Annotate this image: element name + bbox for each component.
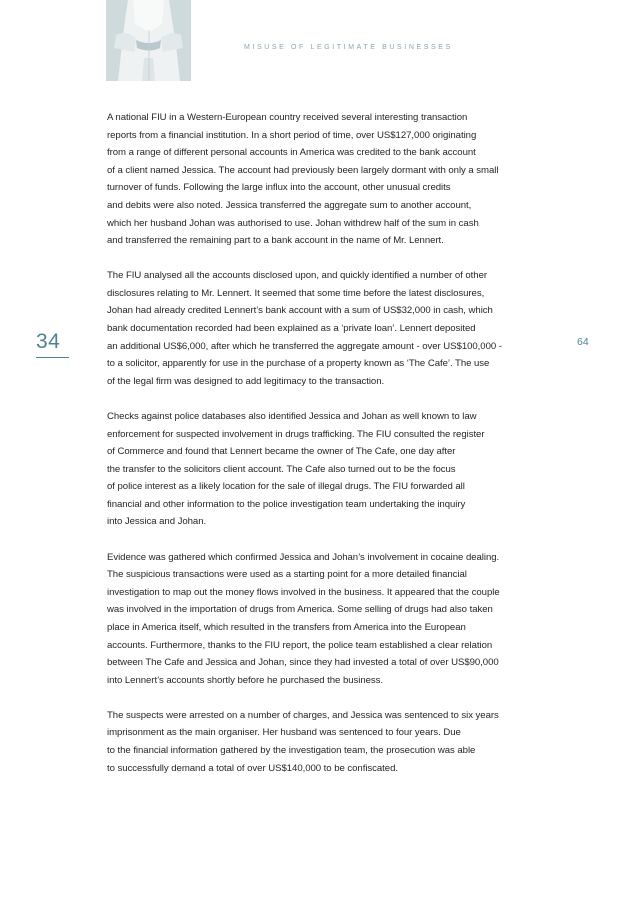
text-line: from a range of different personal accounts in America was credited to the bank account [107,147,476,159]
text-line: was involved in the importation of drugs from America. Some selling of drugs had also taken [107,604,493,616]
text-line: of Commerce and found that Lennert became the owner of The Cafe, one day after [107,446,456,458]
paragraph-2 [107,267,547,390]
text-line: and transferred the remaining part to a bank account in the name of Mr. Lennert. [107,235,444,247]
text-line: investigation to map out the money flows involved in the business. It appeared that the couple [107,586,500,598]
text-line: bank documentation recorded had been explained as a ‘private loan’. Lennert deposited [107,323,476,335]
paragraph-5 [107,707,547,777]
text-line: of a client named Jessica. The account had previously been largely dormant with only a small [107,164,499,176]
person-photo-illustration [106,0,191,81]
text-line: the transfer to the solicitors client account. The Cafe also turned out to be the focus [107,463,456,475]
paragraph-4 [107,549,547,690]
text-line: Checks against police databases also identified Jessica and Johan as well known to law [107,410,477,422]
text-line: an additional US$6,000, after which he transferred the aggregate amount - over US$100,000 - [107,340,502,352]
text-line: The FIU analysed all the accounts disclosed upon, and quickly identified a number of other [107,270,488,282]
text-line: and debits were also noted. Jessica transferred the aggregate sum to another account, [107,199,472,211]
text-line: Johan had already credited Lennert’s bank account with a sum of US$32,000 in cash, which [107,305,493,317]
running-header-title: MISUSE OF LEGITIMATE BUSINESSES [244,44,453,51]
text-line: reports from a financial institution. In a short period of time, over US$127,000 originating [107,129,477,141]
text-line: of police interest as a likely location for the sale of illegal drugs. The FIU forwarded all [107,481,465,493]
text-line: place in America itself, which resulted in the transfers from America into the European [107,621,466,633]
text-line: which her husband Johan was authorised to use. Johan withdrew half of the sum in cash [107,217,479,229]
text-line: into Lennert’s accounts shortly before he purchased the business. [107,674,384,686]
case-body-text [107,109,547,795]
page-number: 64 [577,336,589,348]
text-line: to the financial information gathered by the investigation team, the prosecution was able [107,745,476,756]
paragraph-1 [107,109,547,250]
text-line: Evidence was gathered which confirmed Jessica and Johan’s involvement in cocaine dealing. [107,551,500,563]
text-line: to successfully demand a total of over US$140,000 to be confiscated. [107,762,398,774]
text-line: between The Cafe and Jessica and Johan, since they had invested a total of over US$90,000 [107,657,499,669]
text-line: disclosures relating to Mr. Lennert. It seemed that some time before the latest disclosures, [107,287,485,299]
text-line: accounts. Furthermore, thanks to the FIU report, the police team established a clear relation [107,639,493,651]
text-line: The suspicious transactions were used as a starting point for a more detailed financial [107,569,467,581]
text-line: A national FIU in a Western-European country received several interesting transaction [107,112,468,123]
header-photo [106,0,191,81]
paragraph-3 [107,408,547,531]
text-line: enforcement for suspected involvement in drugs trafficking. The FIU consulted the register [107,428,485,440]
text-line: into Jessica and Johan. [107,516,207,528]
case-number: 34 [36,330,69,358]
text-line: imprisonment as the main organiser. Her husband was sentenced to four years. Due [107,727,461,739]
text-line: turnover of funds. Following the large influx into the account, other unusual credits [107,182,451,194]
text-line: to a solicitor, apparently for use in the purchase of a property known as ‘The Cafe’. The use [107,358,490,370]
text-line: financial and other information to the police investigation team undertaking the inquiry [107,498,466,510]
text-line: The suspects were arrested on a number of charges, and Jessica was sentenced to six years [107,709,499,721]
text-line: of the legal firm was designed to add legitimacy to the transaction. [107,375,385,387]
